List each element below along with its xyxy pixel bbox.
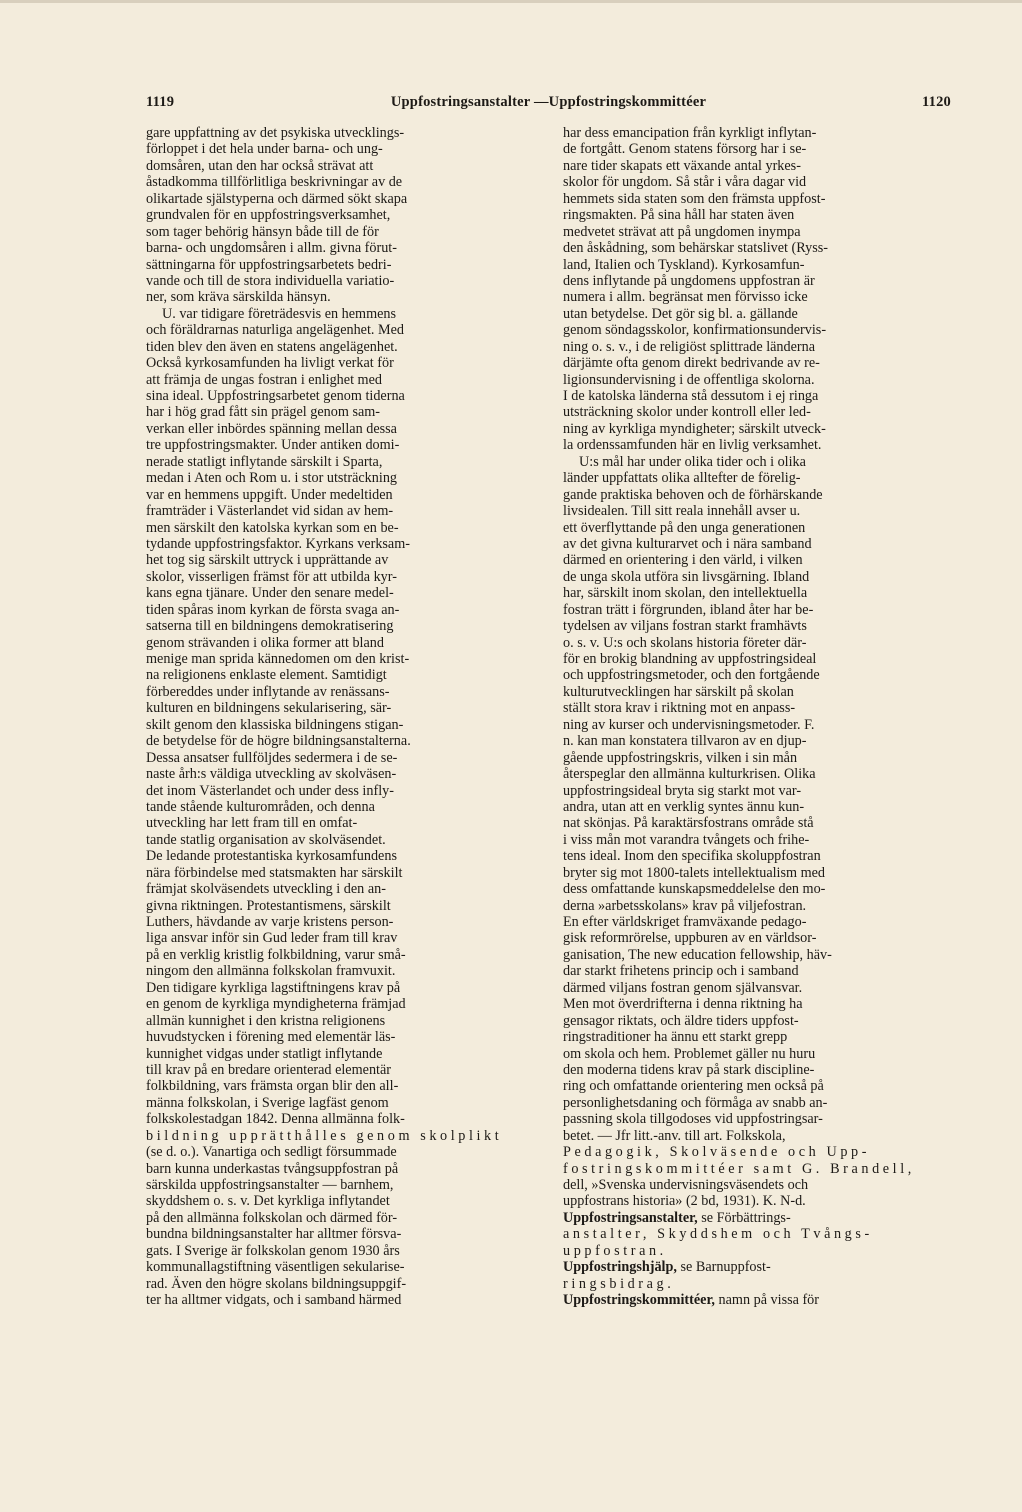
text-line: rad. Även den högre skolans bildningsuppgif- [146,1275,407,1292]
text-line: genom strävanden i olika former att bland [146,634,384,651]
text-line: därjämte ofta genom direkt bedrivande av re- [563,355,820,372]
top-edge-rule [0,0,1022,3]
text-line: genom söndagsskolor, konfirmationsundervis- [563,322,827,339]
running-title: Uppfostringsanstalter —Uppfostringskommittéer [390,94,707,110]
text-line: sättningarna för uppfostringsarbetets bedri- [146,256,392,273]
text-line: därmed en orientering i den värld, i vilken [563,552,803,569]
text-line: tande statlig organisation av skolväsendet. [146,831,386,848]
text-line: I de katolska länderna stå dessutom i ej ringa [563,388,819,404]
text-line: Dessa ansatser fullföljdes sedermera i de se- [146,749,398,766]
text-line: allmän kunnighet i den kristna religionens [146,1012,386,1029]
text-line: ringsmakten. På sina håll har staten även [563,207,795,224]
text-line: domsåren, utan den har också strävat att [146,157,374,174]
text-line: U. var tidigare företrädesvis en hemmens [162,305,397,322]
text-line: gare uppfattning av det psykiska utvecklings- [146,125,405,141]
text-line: numera i allm. begränsat men förvisso icke [563,289,808,306]
text-line: bildning upprätthålles genom skolplikt [146,1127,503,1144]
text-line: tiden blev den även en statens angelägenhet. [146,338,398,355]
text-line: utveckling har lett fram till en omfat- [146,815,358,832]
text-line: förloppet i det hela under barna- och ung- [146,141,383,158]
text-line: har dess emancipation från kyrkligt inflytan- [563,125,817,141]
text-line: fostran trätt i förgrunden, ibland åter har be- [563,601,814,618]
text-line: gats. I Sverige är folkskolan genom 1930 års [146,1242,400,1259]
text-line: medvetet strävat att på ungdomen inympa [563,223,801,240]
text-line: de betydelse för de högre bildningsanstalterna. [146,733,411,750]
text-line: om skola och hem. Problemet gäller nu huru [563,1045,816,1062]
text-line: Uppfostringskommittéer, namn på vissa för [563,1292,820,1309]
text-line: la ordenssamfunden här en livlig verksamhet. [563,437,822,454]
text-line: och föräldrarnas naturliga angelägenhet. Med [146,322,405,339]
text-line: kommunallagstiftning väsentligen sekularise- [146,1259,405,1276]
left-text-column [146,125,544,1309]
text-line: sina ideal. Uppfostringsarbetet genom tiderna [146,388,405,404]
text-line: livsidealen. Till sitt reala innehåll avser u. [563,503,801,520]
text-line: nare tider skapats ett växande antal yrkes- [563,157,801,174]
entry-headword: Uppfostringskommittéer, [563,1292,715,1309]
text-line: ning o. s. v., i de religiöst splittrade länderna [563,338,816,355]
text-line: återspeglar den allmänna kulturkrisen. Olika [563,766,816,783]
text-line: liga ansvar inför sin Gud leder fram till krav [146,930,398,947]
text-line: folkbildning, vars främsta organ blir den all- [146,1078,399,1095]
text-line: gande praktiska behoven och de förhärskande [563,486,823,503]
text-line: bundna bildningsanstalter har alltmer försva- [146,1226,402,1243]
text-line: den åskådning, som behärskar statslivet (Ryss- [563,240,829,257]
page-number-left: 1119 [146,94,175,110]
text-line: som tager behörig hänsyn både till de för [146,223,379,240]
text-line: särskilda uppfostringsanstalter — barnhem, [146,1177,394,1193]
page-number-right: 1120 [922,94,951,110]
text-line: de fortgått. Genom statens försorg har i se- [563,141,807,158]
text-line: var en hemmens uppgift. Under medeltiden [146,486,393,503]
text-line: utsträckning skolor under kontroll eller led- [563,404,811,421]
text-line: vande och till de stora individuella variatio- [146,272,395,289]
text-line: förbereddes under inflytande av renässans- [146,683,390,700]
text-line: ning av kurser och undervisningsmetoder. F. [563,716,815,733]
text-line: på en verklig kristlig folkbildning, varur små- [146,946,406,963]
text-line: folkskolestadgan 1842. Denna allmänna folk- [146,1111,405,1128]
text-line: männa folkskolan, i Sverige lagfäst genom [146,1094,389,1111]
page-header [146,94,951,116]
text-line: nat skönjas. På karaktärsfostrans område stå [563,815,814,832]
text-line: tre uppfostringsmakter. Under antiken domi- [146,437,400,454]
text-line: passning skola tillgodoses vid uppfostringsar- [563,1111,823,1128]
text-line: fostringskommittéer samt G. Brandell, [563,1160,915,1177]
text-line: betet. — Jfr litt.-anv. till art. Folkskola, [563,1127,786,1144]
text-line: ringsbidrag. [563,1275,675,1292]
text-line: tande stående kulturområden, och denna [146,798,375,815]
text-line: o. s. v. U:s och skolans historia företer där- [563,634,807,651]
text-line: och uppfostringsmetoder, och den fortgående [563,667,820,684]
text-line: dell, »Svenska undervisningsväsendets och [563,1177,809,1193]
text-line: på den allmänna folkskolan och därmed för- [146,1209,398,1226]
text-line: uppfostrans historia» (2 bd, 1931). K. N-d. [563,1193,806,1210]
text-line: gisk reformrörelse, uppburen av en världsor- [563,930,817,947]
text-line: främjat skolväsendets utveckling i den an- [146,881,386,898]
text-line: ter ha alltmer vidgats, och i samband härmed [146,1292,402,1309]
text-line: ningom den allmänna folkskolan framvuxit. [146,963,396,980]
text-line: Den tidigare kyrkliga lagstiftningens krav på [146,979,401,996]
text-line: het tog sig särskilt uttryck i upprättande av [146,552,389,569]
entry-headword: Uppfostringsanstalter, [563,1209,698,1226]
text-line: kulturen en bildningens sekularisering, sär- [146,700,392,717]
text-line: därmed viljans fostran genom självansvar. [563,979,803,996]
text-line: derna »arbetsskolans» krav på viljefostran. [563,897,807,914]
text-line: skilt genom den klassiska bildningens stigan- [146,716,404,733]
text-line: bryter sig mot 1800-talets intellektualism med [563,864,826,881]
text-line: barna- och ungdomsåren i allm. givna förut- [146,240,397,257]
text-line: na religionens enklaste element. Samtidigt [146,667,387,684]
text-line: (se d. o.). Vanartiga och sedligt försummade [146,1144,397,1161]
text-line: barn kunna underkastas tvångsuppfostran på [146,1160,399,1177]
text-line: nära förbindelse med statsmakten har särskilt [146,864,403,881]
text-line: Också kyrkosamfunden ha livligt verkat för [146,355,394,372]
entry-headword: Uppfostringshjälp, [563,1259,677,1276]
text-line: ning av kyrkliga myndigheter; särskilt utveck- [563,420,826,437]
text-line: tens ideal. Inom den specifika skoluppfostran [563,848,821,865]
text-line: åstadkomma tillförlitliga beskrivningar av de [146,174,403,191]
text-line: har i hög grad fått sin prägel genom sam- [146,404,381,421]
text-line: skyddshem o. s. v. Det kyrkliga inflytandet [146,1193,390,1210]
text-line: grundvalen för en uppfostringsverksamhet, [146,207,391,224]
text-line: hemmets sida staten som den främsta uppfost- [563,190,826,207]
text-line: verkan eller inbördes spänning mellan dessa [146,420,397,437]
text-line: men särskilt den katolska kyrkan som en be- [146,519,399,536]
text-line: Luthers, hävdande av varje kristens person- [146,914,394,930]
text-line: dess omfattande kunskapsmeddelelse den mo- [563,881,826,898]
text-line: ringstraditioner ha ännu ett starkt grepp [563,1029,788,1046]
text-line: ställt stora krav i riktning mot en anpass- [563,700,796,717]
text-line: Uppfostringsanstalter, se Förbättrings- [563,1209,791,1226]
text-line: utan betydelse. Det gör sig bl. a. gällande [563,305,798,322]
text-line: framträder i Västerlandet vid sidan av hem- [146,503,394,520]
text-line: Uppfostringshjälp, se Barnuppfost- [563,1259,771,1276]
text-line: gående uppfostringskris, vilken i sin mån [563,749,798,766]
text-line: menige man sprida kännedomen om den krist- [146,651,410,667]
text-line: att främja de ungas fostran i enlighet med [146,371,382,388]
text-line: skolor, visserligen främst för att utbilda kyr- [146,568,397,585]
text-line: de unga skola utföra sin livsgärning. Ibland [563,568,810,585]
text-line: skolor för ungdom. Så står i våra dagar vid [563,174,807,191]
text-line: en genom de kyrkliga myndigheterna främjad [146,996,406,1013]
text-line: tiden spåras inom kyrkan de första svaga an- [146,601,400,618]
text-line: ligionsundervisning i de offentliga skolorna. [563,371,815,388]
text-line: gensagor riktats, och äldre tiders uppfost- [563,1012,799,1029]
text-line: n. kan man konstatera tillvaron av en djup- [563,733,807,750]
text-line: andra, utan att en verklig syntes ännu kun- [563,798,805,815]
text-line: givna riktningen. Protestantismens, särskilt [146,897,391,914]
text-line: De ledande protestantiska kyrkosamfundens [146,848,397,865]
text-line: huvudstycken i förening med elementär läs- [146,1029,396,1046]
text-line: kans egna tjänare. Under den senare medel- [146,585,394,602]
text-line: i viss mån mot varandra tvångets och frihe- [563,831,810,848]
text-line: länder uppfattats olika alltefter de förelig- [563,470,801,487]
text-line: medan i Aten och Rom u. i stor utsträckning [146,470,398,487]
text-line: Men mot överdrifterna i denna riktning ha [563,996,803,1013]
text-line: den moderna tidens krav på stark discipline- [563,1061,815,1078]
text-line: kunnighet vidgas under statligt inflytande [146,1045,383,1062]
text-line: ring och omfattande orientering men också på [563,1078,824,1095]
text-line: ganisation, The new education fellowship, häv- [563,946,832,963]
text-line: uppfostringsideal bryta sig starkt mot var- [563,782,802,799]
text-line: dar starkt frihetens princip och i samband [563,963,799,980]
text-line: olikartade själstyperna och därmed sökt skapa [146,190,408,207]
text-line: naste årh:s väldiga utveckling av skolväsen- [146,766,397,783]
text-line: uppfostran. [563,1242,667,1259]
text-line: anstalter, Skyddshem och Tvångs- [563,1226,873,1243]
text-line: satserna till en bildningens demokratisering [146,618,394,635]
text-line: tydande uppfostringsfaktor. Kyrkans verksam- [146,535,410,552]
text-line: nerade statligt inflytande särskilt i Sparta, [146,453,383,470]
text-line: det inom Västerlandet och under dess infly- [146,782,394,799]
text-line: U:s mål har under olika tider och i olika [579,453,806,470]
text-line: för en brokig blandning av uppfostringsideal [563,651,817,667]
text-line: land, Italien och Tyskland). Kyrkosamfun- [563,256,805,273]
text-line: till krav på en bredare orienterad elementär [146,1061,391,1078]
text-line: Pedagogik, Skolväsende och Upp- [563,1144,871,1161]
text-line: av det givna kulturarvet och i nära samband [563,535,812,552]
text-line: personlighetsdaning och förmåga av snabb an- [563,1094,828,1111]
text-line: tydelsen av viljans fostran starkt framhävts [563,618,807,635]
right-text-column [563,125,955,1309]
text-line: har, särskilt inom skolan, den intellektuella [563,585,808,602]
text-line: ner, som kräva särskilda hänsyn. [146,289,331,306]
text-line: dens inflytande på ungdomens uppfostran är [563,272,815,289]
text-line: En efter världskriget framväxande pedago- [563,914,807,930]
text-line: ett överflyttande på den unga generationen [563,519,806,536]
text-line: kulturutvecklingen har särskilt på skolan [563,683,794,700]
